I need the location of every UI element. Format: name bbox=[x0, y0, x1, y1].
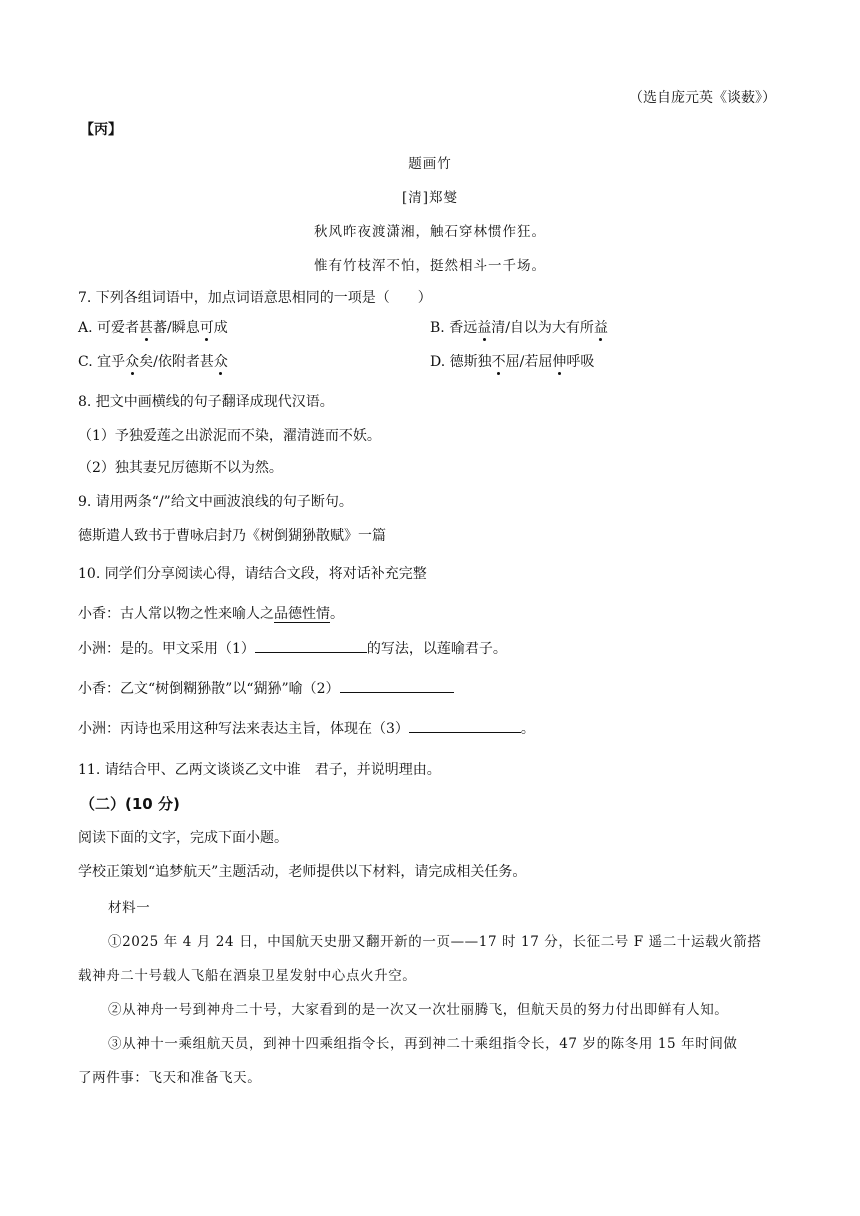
option-text: A. 可爱者 bbox=[78, 320, 140, 336]
dialogue-text: 小洲：丙诗也采用这种写法来表达主旨，体现在（3） bbox=[78, 721, 409, 737]
q7-option-a[interactable] bbox=[78, 318, 228, 338]
dialogue-line-3 bbox=[78, 678, 454, 699]
dotted-word: 伸 bbox=[552, 354, 567, 370]
section-2-intro-2: 学校正策划“追梦航天”主题活动，老师提供以下材料，请完成相关任务。 bbox=[78, 864, 527, 880]
dialogue-text: 小香：乙文“树倒糊狲散”以“猢狲”喻（2） bbox=[78, 681, 340, 697]
poem-line-1: 秋风昨夜渡潇湘，触石穿林惯作狂。 bbox=[314, 224, 546, 240]
option-text: 呼吸 bbox=[566, 354, 595, 370]
dialogue-line-1 bbox=[78, 604, 344, 624]
dotted-word: 甚 bbox=[139, 320, 154, 336]
answer-blank-2[interactable] bbox=[340, 678, 454, 693]
option-text: 成 bbox=[213, 320, 228, 336]
dotted-word: 不 bbox=[491, 354, 506, 370]
answer-blank-3[interactable] bbox=[409, 718, 521, 733]
dotted-word: 可 bbox=[199, 320, 214, 336]
material-1-paragraph-1b: 载神舟二十号载人飞船在酒泉卫星发射中心点火升空。 bbox=[78, 968, 417, 984]
material-1-paragraph-1a: ①2025 年 4 月 24 日，中国航天史册又翻开新的一页——17 时 17 分，长征二号 F 遥二十运载火箭搭 bbox=[108, 934, 762, 950]
source-citation: （选自庞元英《谈薮》） bbox=[629, 90, 776, 106]
question-10-stem: 10. 同学们分享阅读心得，请结合文段，将对话补充完整 bbox=[78, 566, 427, 582]
material-1-paragraph-3a: ③从神十一乘组航天员，到神十四乘组指令长，再到神二十乘组指令长，47 岁的陈冬用 15 年时间做 bbox=[108, 1036, 738, 1052]
section-2-heading: （二）(10 分) bbox=[80, 795, 180, 813]
dotted-word: 众 bbox=[125, 354, 140, 370]
option-text: C. 宜乎 bbox=[78, 354, 126, 370]
dotted-word: 众 bbox=[213, 354, 228, 370]
material-1-paragraph-2: ②从神舟一号到神舟二十号，大家看到的是一次又一次壮丽腾飞，但航天员的努力付出即鲜有人知。 bbox=[108, 1002, 729, 1018]
q8-sentence-2: （2）独其妻兄厉德斯不以为然。 bbox=[78, 460, 283, 476]
option-text: 矣/依附者甚 bbox=[139, 354, 214, 370]
option-text: D. 德斯独 bbox=[430, 354, 492, 370]
poem-author: [清]郑燮 bbox=[401, 190, 459, 206]
poem-line-2: 惟有竹枝浑不怕，挺然相斗一千场。 bbox=[314, 258, 546, 274]
material-1-paragraph-3b: 了两件事：飞天和准备飞天。 bbox=[78, 1070, 262, 1086]
question-9-stem: 9. 请用两条“/”给文中画波浪线的句子断句。 bbox=[78, 494, 353, 510]
dialogue-text: 。 bbox=[520, 721, 535, 737]
poem-title: 题画竹 bbox=[408, 156, 452, 172]
dialogue-text: 。 bbox=[330, 606, 344, 622]
question-11-stem: 11. 请结合甲、乙两文谈谈乙文中谁 君子，并说明理由。 bbox=[78, 762, 441, 778]
q7-option-c[interactable] bbox=[78, 352, 228, 372]
option-text: 蕃/瞬息 bbox=[153, 320, 200, 336]
dialogue-text: 小洲：是的。甲文采用（1） bbox=[78, 641, 255, 657]
q8-sentence-1: （1）予独爱莲之出淤泥而不染，濯清涟而不妖。 bbox=[78, 428, 381, 444]
answer-blank-1[interactable] bbox=[255, 638, 367, 653]
section-bing-label: 【丙】 bbox=[80, 122, 122, 138]
option-text: 屈/若屈 bbox=[505, 354, 553, 370]
section-2-intro-1: 阅读下面的文字，完成下面小题。 bbox=[78, 830, 288, 846]
dialogue-line-2 bbox=[78, 638, 507, 659]
question-8-stem: 8. 把文中画横线的句子翻译成现代汉语。 bbox=[78, 394, 334, 410]
q7-option-b[interactable] bbox=[430, 318, 608, 338]
material-1-title: 材料一 bbox=[108, 900, 151, 916]
dialogue-text: 小香：古人常以物之性来喻人之 bbox=[78, 606, 274, 622]
option-text: 清/自以为大有所 bbox=[491, 320, 594, 336]
dialogue-text: 的写法，以莲喻君子。 bbox=[366, 641, 507, 657]
q7-option-d[interactable] bbox=[430, 352, 594, 372]
option-text: B. 香远 bbox=[430, 320, 478, 336]
dotted-word: 益 bbox=[593, 320, 608, 336]
dotted-word: 益 bbox=[477, 320, 492, 336]
q9-sentence: 德斯遣人致书于曹咏启封乃《树倒猢狲散赋》一篇 bbox=[78, 528, 386, 544]
underlined-text: 品德性情 bbox=[274, 606, 330, 622]
question-7-stem: 7. 下列各组词语中，加点词语意思相同的一项是（ ） bbox=[78, 290, 432, 306]
dialogue-line-4 bbox=[78, 718, 535, 739]
